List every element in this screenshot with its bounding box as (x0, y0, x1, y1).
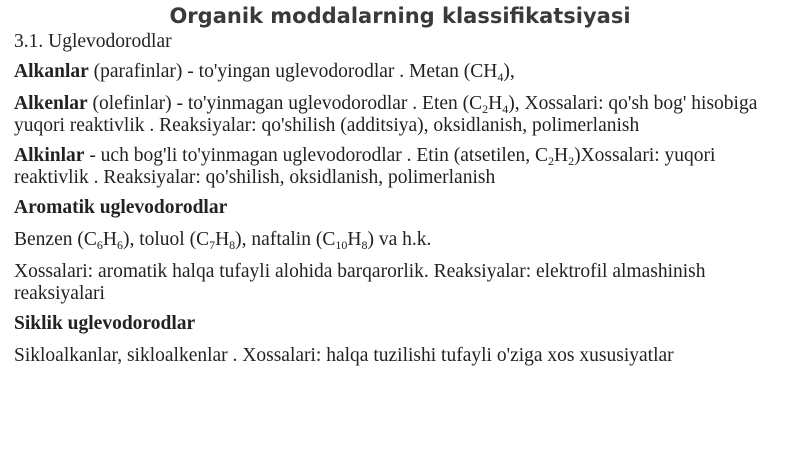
alkinlar-mid: H (554, 145, 569, 166)
toluol-text-2: H (215, 229, 230, 250)
benzen-paragraph (14, 229, 786, 251)
alkenlar-term: Alkenlar (14, 93, 88, 114)
alkenlar-text: (olefinlar) - to'yinmagan uglevodorodlar . Eten (C (87, 93, 483, 114)
alkenlar-sub-1: 2 (482, 102, 489, 116)
alkinlar-end: )Xossalari: yuqori reaktivlik . Reaksiyalar: qo'shilish, oksidlanish, polimerlanish (14, 145, 716, 188)
alkenlar-mid: H (488, 93, 503, 114)
naftalin-text-1: ), naftalin (C (235, 229, 336, 250)
siklik-heading (14, 313, 786, 335)
alkinlar-sub-2: 2 (568, 154, 575, 168)
naftalin-sub-2: 8 (361, 238, 368, 252)
benzen-text-2: H (102, 229, 117, 250)
alkenlar-sub-2: 4 (502, 102, 509, 116)
alkanlar-paragraph (14, 61, 786, 83)
toluol-sub-1: 7 (209, 238, 216, 252)
aromatik-heading-text: Aromatik uglevodorodlar (14, 197, 228, 218)
siklik-heading-text: Siklik uglevodorodlar (14, 313, 196, 334)
alkinlar-paragraph (14, 145, 786, 189)
toluol-sub-2: 8 (229, 238, 236, 252)
aromatik-heading (14, 197, 786, 219)
alkanlar-sub: 4 (497, 70, 504, 84)
section-heading: 3.1. Uglevodorodlar (14, 31, 172, 52)
toluol-text-1: ), toluol (C (122, 229, 210, 250)
alkinlar-sub-1: 2 (548, 154, 554, 168)
alkenlar-end: ), Xossalari: qo'sh bog' hisobiga yuqori reaktivlik . Reaksiyalar: qo'shilish (additsiya), oksidlanish, polimerlanish (14, 93, 758, 136)
naftalin-text-2: H (347, 229, 362, 250)
benzen-sub-2: 6 (116, 238, 123, 252)
aromatik-xossalari: Xossalari: aromatik halqa tufayli alohida barqarorlik. Reaksiyalar: elektrofil almashinish reaksiyalari (14, 261, 706, 304)
slide-title: Organik moddalarning klassifikatsiyasi (169, 4, 631, 28)
benzen-text-1: Benzen (C (14, 229, 97, 250)
alkinlar-text: - uch bog'li to'yinmagan uglevodorodlar . Etin (atsetilen, C (84, 145, 548, 166)
naftalin-sub-1: 10 (335, 238, 348, 252)
alkanlar-term: Alkanlar (14, 61, 89, 82)
alkanlar-end: ), (503, 61, 515, 82)
alkanlar-text: (parafinlar) - to'yingan uglevodorodlar . Metan (CH (88, 61, 498, 82)
alkinlar-term: Alkinlar (14, 145, 85, 166)
alkenlar-paragraph (14, 93, 786, 137)
siklik-paragraph: Sikloalkanlar, sikloalkenlar . Xossalari: halqa tuzilishi tufayli o'ziga xos xususiyatlar (14, 345, 674, 366)
benzen-end: ) va h.k. (367, 229, 432, 250)
benzen-sub-1: 6 (96, 238, 103, 252)
